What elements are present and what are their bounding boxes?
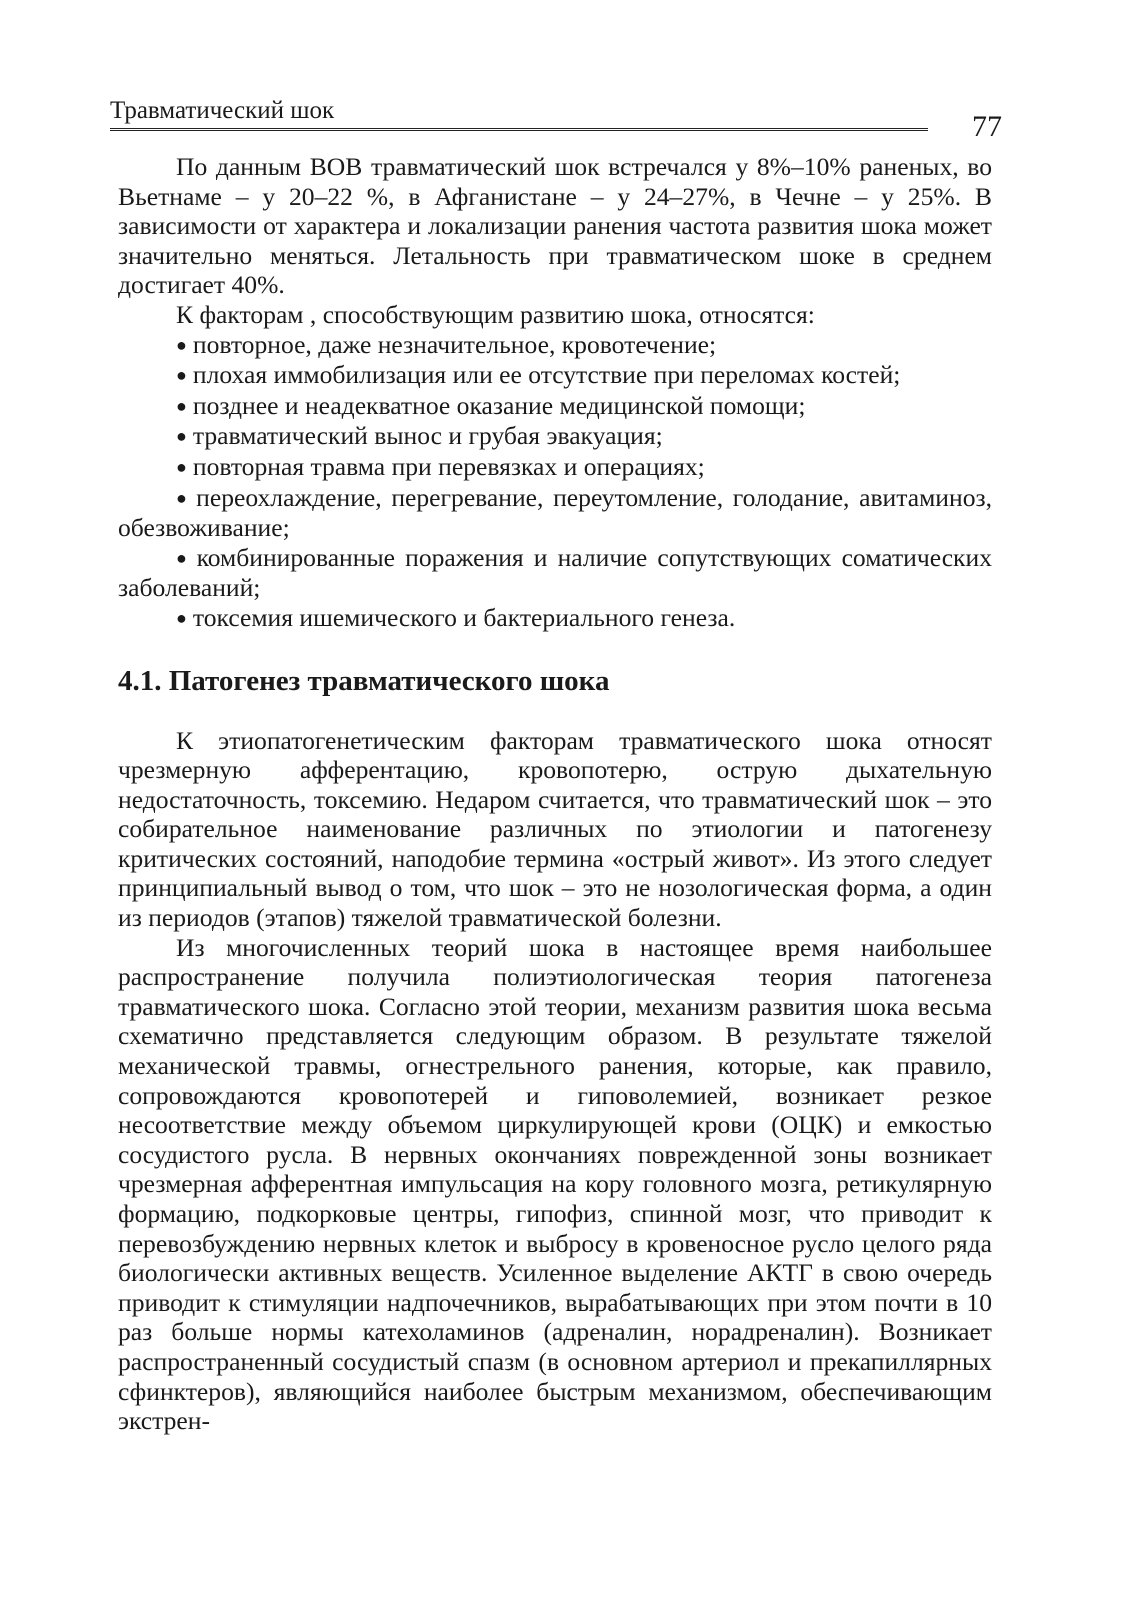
list-item: ● повторная травма при перевязках и операциях; bbox=[176, 451, 705, 481]
running-head: Травматический шок bbox=[110, 97, 335, 124]
list-item: ● повторное, даже незначительное, кровотечение; bbox=[176, 329, 717, 359]
header-rule bbox=[110, 128, 928, 131]
list-item: ● комбинированные поражения и наличие сопутствующих соматических заболеваний; bbox=[118, 542, 992, 603]
factors-list bbox=[118, 330, 992, 634]
page-body bbox=[118, 152, 992, 1436]
list-item: ● травматический вынос и грубая эвакуация; bbox=[176, 421, 663, 451]
bullet-icon: ● bbox=[176, 334, 187, 355]
factors-intro: К факторам , способствующим развитию шока, относятся: bbox=[176, 299, 815, 329]
paragraph-polyetiological-theory: Из многочисленных теорий шока в настоящее время наибольшее распространение получила полиэтиологическая теория патогенеза травматического шока. Согласно этой теории, механизм развития шока весьма схематично представляется следующим образом. В результате тяжелой механической травмы, огнестрельного ранения, которые, как правило, сопровождаются кровопотерей и гиповолемией, возникает резкое несоответствие между объемом циркулирующей крови (ОЦК) и емкостью сосудистого русла. В нервных окончаниях поврежденной зоны возникает чрезмерная афферентная импульсация на кору головного мозга, ретикулярную формацию, подкорковые центры, гипофиз, спинной мозг, что приводит к перевозбуждению нервных клеток и выбросу в кровеносное русло целого ряда биологически активных веществ. Усиленное выделение АКТГ в свою очередь приводит к стимуляции надпочечников, вырабатывающих при этом почти в 10 раз больше нормы катехоламинов (адреналин, норадреналин). Возникает распространенный сосудистый спазм (в основном артериол и прекапиллярных сфинктеров), являющийся наиболее быстрым механизмом, обеспечивающим экстрен- bbox=[118, 932, 992, 1436]
bullet-icon: ● bbox=[176, 607, 187, 628]
list-item: ● токсемия ишемического и бактериального генеза. bbox=[176, 602, 736, 632]
bullet-icon: ● bbox=[176, 395, 187, 416]
bullet-icon: ● bbox=[176, 365, 187, 386]
list-item: ● позднее и неадекватное оказание медицинской помощи; bbox=[176, 390, 806, 420]
bullet-icon: ● bbox=[176, 426, 187, 447]
bullet-icon: ● bbox=[176, 456, 187, 477]
list-item: ● переохлаждение, перегревание, переутомление, голодание, авитаминоз, обезвоживание; bbox=[118, 482, 992, 543]
bullet-icon: ● bbox=[176, 487, 191, 508]
page-number: 77 bbox=[972, 110, 1002, 143]
section-title: 4.1. Патогенез травматического шока bbox=[118, 664, 610, 697]
bullet-icon: ● bbox=[176, 547, 191, 568]
paragraph-pathogenesis-factors: К этиопатогенетическим факторам травматического шока относят чрезмерную афферентацию, кровопотерю, острую дыхательную недостаточность, токсемию. Недаром считается, что травматический шок – это собирательное наименование различных по этиологии и патогенезу критических состояний, наподобие термина «острый живот». Из этого следует принципиальный вывод о том, что шок – это не нозологическая форма, а один из периодов (этапов) тяжелой травматической болезни. bbox=[118, 725, 992, 933]
intro-paragraph: По данным ВОВ травматический шок встречался у 8%–10% раненых, во Вьетнаме – у 20–22 %, в Афганистане – у 24–27%, в Чечне – у 25%. В зависимости от характера и локализации ранения частота развития шока может значительно меняться. Летальность при травматическом шоке в среднем достигает 40%. bbox=[118, 152, 992, 300]
list-item: ● плохая иммобилизация или ее отсутствие при переломах костей; bbox=[176, 360, 901, 390]
